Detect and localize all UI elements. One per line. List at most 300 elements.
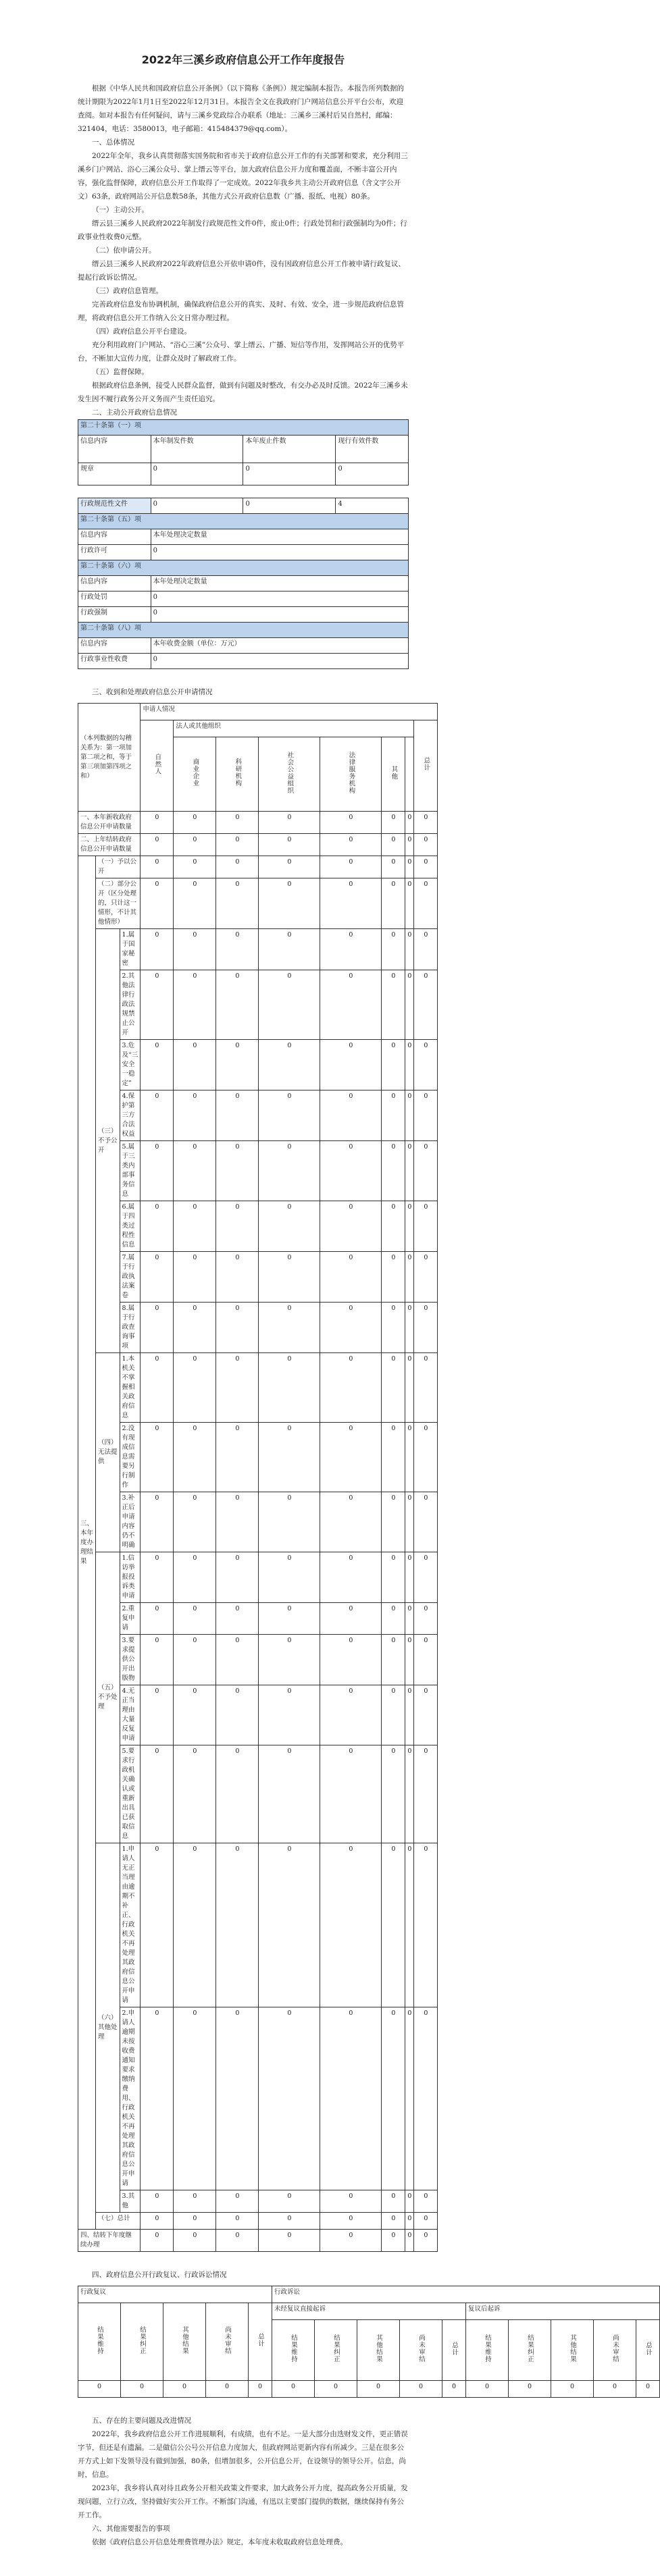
cell: 0 xyxy=(141,2190,174,2213)
cell: 0 xyxy=(320,1843,382,2007)
col-research: 科研机构 xyxy=(216,737,259,812)
review-header: 行政复议 xyxy=(78,2286,272,2303)
cell: 0 xyxy=(382,1552,405,1603)
cell: 0 xyxy=(141,834,174,856)
cell: 0 xyxy=(405,1552,414,1603)
row-label: 二、上年结转政府信息公开申请数量 xyxy=(78,834,141,856)
cell: 0 xyxy=(382,812,405,834)
litigation-header: 行政诉讼 xyxy=(272,2286,660,2303)
cell: 0 xyxy=(405,812,414,834)
cell: 0 xyxy=(259,1040,320,1090)
row-label: 2.申请人逾期未按收费通知要求缴纳费用、行政机关不再处理其政府信息公开申请 xyxy=(120,2007,141,2190)
cell: 0 xyxy=(141,1603,174,1635)
section-1b-paragraph: 缙云县三溪乡人民政府2022年政府信息公开依申请0件，没有因政府信息公开工作被申请行政复议、提起行政诉讼情况。 xyxy=(78,260,405,282)
after-header: 复议后起诉 xyxy=(466,2303,660,2320)
section-1e-heading: （五）监督保障。 xyxy=(92,368,149,376)
litigation-col: 结果纠正 xyxy=(315,2320,357,2381)
section-1c-heading: （三）政府信息管理。 xyxy=(92,287,163,295)
cell: 0 xyxy=(259,1353,320,1423)
cell: 0 xyxy=(357,2381,400,2398)
cell: 行政事业性收费 xyxy=(78,654,151,669)
cell: 0 xyxy=(174,1685,216,1745)
cell: 0 xyxy=(414,1423,438,1492)
cell: 本年处理决定数量 xyxy=(151,576,408,592)
cell: 本年处理决定数量 xyxy=(151,529,408,545)
cell: 0 xyxy=(259,1492,320,1552)
cell: 0 xyxy=(216,1303,259,1353)
cell: 0 xyxy=(259,1423,320,1492)
cell: 0 xyxy=(259,1635,320,1685)
cell: 0 xyxy=(405,1603,414,1635)
cell: 0 xyxy=(320,1423,382,1492)
litigation-col: 结果纠正 xyxy=(509,2320,551,2381)
cell: 0 xyxy=(320,1040,382,1090)
cell: 0 xyxy=(174,1843,216,2007)
cell: 0 xyxy=(259,1745,320,1843)
cell: 0 xyxy=(174,2213,216,2230)
cell: 0 xyxy=(141,1353,174,1423)
cell: 0 xyxy=(382,1423,405,1492)
cell: 0 xyxy=(141,970,174,1040)
cell: 0 xyxy=(243,463,336,485)
application-table xyxy=(78,703,438,2252)
cell: 0 xyxy=(174,1141,216,1201)
section-6-heading: 六、其他需要报告的事项 xyxy=(92,2525,170,2533)
cell: 0 xyxy=(382,1141,405,1201)
cell: 0 xyxy=(320,812,382,834)
cell: 0 xyxy=(163,2381,206,2398)
cell: 0 xyxy=(405,1353,414,1423)
col-natural: 自然人 xyxy=(141,720,174,812)
review-col: 总计 xyxy=(249,2303,272,2381)
cell: 0 xyxy=(382,1492,405,1552)
cell: 0 xyxy=(141,1201,174,1252)
row-label: 6.属于四类过程性信息 xyxy=(120,1201,141,1252)
cell: 0 xyxy=(216,1423,259,1492)
cell: 0 xyxy=(216,1603,259,1635)
cell: 0 xyxy=(216,1201,259,1252)
cell: 0 xyxy=(141,929,174,970)
col-legal: 法人或其他组织 xyxy=(174,720,414,737)
cell: 0 xyxy=(216,2213,259,2230)
cell: 0 xyxy=(259,1141,320,1201)
art20-8-header: 第二十条第（八）项 xyxy=(78,623,409,638)
cell: 0 xyxy=(216,1635,259,1685)
review-col: 尚未审结 xyxy=(206,2303,249,2381)
section-5-paragraph-1: 2022年，我乡政府信息公开工作进展顺利，有成绩，也有不足。一是大部分由迭财发文件，更正错误字节，但还是有遗漏。二是做信公公号公开信息力度加大，但政府网站更新内容有所减少。三是在很多公开方式上如下发领导没有做到加强，80条，但增加很多，公开信息公开，在设领导的领导公开。信息，尚时，信息。 xyxy=(78,2430,408,2479)
cell: 0 xyxy=(174,1635,216,1685)
cell: 0 xyxy=(405,929,414,970)
cell: 0 xyxy=(320,878,382,929)
cell: 0 xyxy=(141,812,174,834)
cell: 0 xyxy=(174,929,216,970)
cell: 0 xyxy=(414,1040,438,1090)
litigation-col: 结果维持 xyxy=(466,2320,509,2381)
cell: 0 xyxy=(414,1745,438,1843)
art20-6-header: 第二十条第（六）项 xyxy=(78,560,409,576)
cell: 0 xyxy=(141,1423,174,1492)
section-1d-heading: （四）政府信息公开平台建设。 xyxy=(92,327,191,336)
cell: 0 xyxy=(414,1492,438,1552)
cell: 0 xyxy=(216,1090,259,1141)
cell: 0 xyxy=(259,812,320,834)
cell: 0 xyxy=(382,2007,405,2190)
cell: 0 xyxy=(174,878,216,929)
cell: 0 xyxy=(320,834,382,856)
cell: 0 xyxy=(320,1252,382,1303)
row-label: 1.本机关不掌握相关政府信息 xyxy=(120,1353,141,1423)
cell: 0 xyxy=(405,1635,414,1685)
cell: 0 xyxy=(320,2190,382,2213)
litigation-col: 总计 xyxy=(636,2320,660,2381)
cell: 0 xyxy=(259,1201,320,1252)
cell: 0 xyxy=(174,2007,216,2190)
row-label: 3.要求提供公开出版物 xyxy=(120,1635,141,1685)
cell: 0 xyxy=(400,2381,442,2398)
cell: 0 xyxy=(382,2230,405,2252)
cell: 0 xyxy=(382,1843,405,2007)
cell: 0 xyxy=(405,834,414,856)
litigation-col: 其他结果 xyxy=(357,2320,400,2381)
cell: 0 xyxy=(259,2213,320,2230)
row-label: 2.没有现成信息需要另行制作 xyxy=(120,1423,141,1492)
cell: 0 xyxy=(405,970,414,1040)
cell: 0 xyxy=(216,2007,259,2190)
cell: 0 xyxy=(405,2213,414,2230)
cell: 0 xyxy=(414,970,438,1040)
cell: 0 xyxy=(405,1303,414,1353)
section-5-paragraph-2: 2023年，我乡将认真对待且政务公开相关政策文件要求，加大政务公开力度，提高政务公开质量，发现问题，立行立改，坚持做好实公开工作。不断部门沟通，有迅以主要部门提供的数据，继续保持有务公开工作。 xyxy=(78,2484,408,2519)
cell: 0 xyxy=(174,970,216,1040)
cell: 0 xyxy=(216,970,259,1040)
row-label: 2.其他法律行政法规禁止公开 xyxy=(120,970,141,1040)
cell: 0 xyxy=(174,834,216,856)
row-group-label: 三、本年度办理结果 xyxy=(78,856,96,2230)
row-label: （七）总计 xyxy=(96,2213,141,2230)
litigation-col: 尚未审结 xyxy=(400,2320,442,2381)
cell: 0 xyxy=(382,1040,405,1090)
cell: 0 xyxy=(320,856,382,878)
cell: 0 xyxy=(320,970,382,1040)
cell: 0 xyxy=(141,1635,174,1685)
cell: 0 xyxy=(382,970,405,1040)
cell: 0 xyxy=(141,1492,174,1552)
cell: 0 xyxy=(259,2007,320,2190)
section-2-heading: 二、主动公开政府信息情况 xyxy=(92,409,177,417)
cell: 0 xyxy=(151,498,243,514)
cell: 0 xyxy=(414,1685,438,1745)
cell: 0 xyxy=(336,463,409,485)
cell: 0 xyxy=(405,2007,414,2190)
cell: 信息内容 xyxy=(78,576,151,592)
cell: 0 xyxy=(141,1745,174,1843)
cell: 0 xyxy=(382,1252,405,1303)
section-6-paragraph: 依据《政府信息公开信息处理费管理办法》规定，本年度未收取政府信息处理费。 xyxy=(92,2538,347,2546)
cell: 本年废止件数 xyxy=(243,436,336,463)
review-col: 其他结果 xyxy=(163,2303,206,2381)
cell: 0 xyxy=(216,1141,259,1201)
direct-header: 未经复议直接起诉 xyxy=(272,2303,466,2320)
cell: 0 xyxy=(174,1745,216,1843)
cell: 0 xyxy=(141,1090,174,1141)
cell: 0 xyxy=(141,1040,174,1090)
cell: 0 xyxy=(141,2230,174,2252)
cell: 0 xyxy=(151,592,408,607)
cell: 0 xyxy=(174,1603,216,1635)
row-label: 3.其他 xyxy=(120,2190,141,2213)
cell: 0 xyxy=(174,856,216,878)
cell: 0 xyxy=(414,2230,438,2252)
row-label: 3.补正后申请内容仍不明确 xyxy=(120,1492,141,1552)
row-label: 1.信访举报投诉类申请 xyxy=(120,1552,141,1603)
row-label: （一）予以公开 xyxy=(96,856,141,878)
cell: 0 xyxy=(259,1252,320,1303)
litigation-col: 尚未审结 xyxy=(594,2320,636,2381)
col-law: 法律服务机构 xyxy=(320,737,382,812)
cell: 0 xyxy=(405,1492,414,1552)
section-1e-paragraph: 根据政府信息条例，接受人民群众监督，做到有问题及时整改，有交办必及时反馈。2022年三溪乡未发生因不履行政务公开义务而产生责任追究。 xyxy=(78,382,408,403)
cell: 0 xyxy=(259,1303,320,1353)
cell: 0 xyxy=(141,856,174,878)
review-col: 结果维持 xyxy=(78,2303,121,2381)
cell: 0 xyxy=(174,2230,216,2252)
cell: 0 xyxy=(315,2381,357,2398)
cell: 0 xyxy=(320,1141,382,1201)
cell: 0 xyxy=(216,1745,259,1843)
cell: 0 xyxy=(174,1423,216,1492)
row-label: 5.属于三类内部事务信息 xyxy=(120,1141,141,1201)
cell: 0 xyxy=(216,1843,259,2007)
table-note: （本列数据的勾稽关系为：第一项加第二项之和，等于第三项加第四项之和） xyxy=(78,704,141,812)
cell: 0 xyxy=(414,929,438,970)
cell: 0 xyxy=(259,929,320,970)
cell: 0 xyxy=(174,1492,216,1552)
cell: 0 xyxy=(405,1252,414,1303)
section-1a-paragraph: 缙云县三溪乡人民政府2022年制发行政规范性文件0件，废止0件；行政处罚和行政强制均为0件；行政事业性收费0元整。 xyxy=(78,219,407,241)
cell: 0 xyxy=(141,1685,174,1745)
cell: 0 xyxy=(259,834,320,856)
cell: 0 xyxy=(382,878,405,929)
col-blank xyxy=(405,737,414,812)
cell: 0 xyxy=(382,834,405,856)
cell: 0 xyxy=(216,1492,259,1552)
cell: 0 xyxy=(259,1090,320,1141)
cell: 0 xyxy=(320,1685,382,1745)
cell: 0 xyxy=(216,878,259,929)
cell: 本年收费金额（单位：万元） xyxy=(151,638,408,654)
cell: 0 xyxy=(216,2190,259,2213)
cell: 0 xyxy=(320,2230,382,2252)
cell: 0 xyxy=(216,1040,259,1090)
cell: 0 xyxy=(259,1603,320,1635)
row-label: 3.危及“三安全一稳定” xyxy=(120,1040,141,1090)
cell: 0 xyxy=(174,1552,216,1603)
section-3-heading: 三、收到和处理政府信息公开申请情况 xyxy=(92,688,213,696)
cell: 4 xyxy=(336,498,409,514)
proactive-disclosure-table xyxy=(78,419,409,669)
cell: 信息内容 xyxy=(78,529,151,545)
cell: 0 xyxy=(414,1252,438,1303)
row-label: （二）部分公开（区分处理的，只计这一情形，不计其他情形） xyxy=(96,878,141,929)
cell: 0 xyxy=(414,856,438,878)
row-label: 5.要求行政机关确认或重新出具已获取信息 xyxy=(120,1745,141,1843)
cell: 0 xyxy=(405,1685,414,1745)
cell: 0 xyxy=(243,498,336,514)
cell: 0 xyxy=(320,1353,382,1423)
cell: 0 xyxy=(405,1090,414,1141)
cell: 0 xyxy=(216,1552,259,1603)
row-group-label: （六）其他处理 xyxy=(96,1843,120,2213)
cell: 0 xyxy=(320,1492,382,1552)
art20-5-header: 第二十条第（五）项 xyxy=(78,514,409,529)
cell: 0 xyxy=(259,856,320,878)
cell: 0 xyxy=(259,1685,320,1745)
cell: 0 xyxy=(78,2381,121,2398)
cell: 0 xyxy=(414,1603,438,1635)
cell: 0 xyxy=(405,878,414,929)
art20-1-header: 第二十条第（一）项 xyxy=(78,420,409,436)
cell: 行政许可 xyxy=(78,545,151,560)
cell: 0 xyxy=(174,1252,216,1303)
cell: 0 xyxy=(174,2190,216,2213)
cell: 0 xyxy=(174,1090,216,1141)
cell: 信息内容 xyxy=(78,638,151,654)
cell: 0 xyxy=(320,1303,382,1353)
cell: 0 xyxy=(320,929,382,970)
review-litigation-table xyxy=(78,2286,660,2398)
cell: 0 xyxy=(414,878,438,929)
cell: 0 xyxy=(259,1552,320,1603)
litigation-col: 结果维持 xyxy=(272,2320,315,2381)
section-1c-paragraph: 完善政府信息发布协调机制，确保政府信息公开的真实、及时、有效、安全，进一步规范政府信息管理，将政府信息公开工作纳入公文日常办理过程。 xyxy=(78,300,404,322)
cell: 0 xyxy=(414,2190,438,2213)
section-1d-paragraph: 充分利用政府门户网站、“浴心三溪”公众号、掌上缙云、广播、短信等作用，发挥网站公开的优势平台，不断加大宣传力度，让群众及时了解政府工作。 xyxy=(78,341,405,363)
cell: 0 xyxy=(382,1090,405,1141)
cell: 0 xyxy=(174,1303,216,1353)
cell: 0 xyxy=(382,2190,405,2213)
cell: 0 xyxy=(382,1353,405,1423)
cell: 0 xyxy=(320,1635,382,1685)
cell: 现行有效件数 xyxy=(336,436,409,463)
cell: 0 xyxy=(551,2381,594,2398)
cell: 0 xyxy=(405,1843,414,2007)
cell: 0 xyxy=(259,970,320,1040)
col-total: 总计 xyxy=(414,720,438,812)
cell: 0 xyxy=(320,1090,382,1141)
section-4-heading: 四、政府信息公开行政复议、行政诉讼情况 xyxy=(92,2271,227,2279)
cell: 0 xyxy=(414,834,438,856)
cell: 0 xyxy=(414,1353,438,1423)
row-label: 2.重复申请 xyxy=(120,1603,141,1635)
cell: 0 xyxy=(141,878,174,929)
row-group-label: （五）不予处理 xyxy=(96,1552,120,1843)
cell: 0 xyxy=(174,1353,216,1423)
cell: 0 xyxy=(382,929,405,970)
section-1-paragraph: 2022年全年，我乡认真贯彻落实国务院和省市关于政府信息公开工作的有关部署和要求，充分利用三溪乡门户网站、浴心三溪公众号、掌上缙云等平台，加大政府信息公开力度和覆盖面，不断丰富公开内容，强化监督保障，政府信息公开工作取得了一定成效。2022年我乡共主动公开政府信息（含文字公开文）63条，政府网站公开信息数58条，其他方式公开政府信息数（广播、报纸、电视）80条。 xyxy=(78,152,408,201)
cell: 0 xyxy=(414,812,438,834)
cell: 0 xyxy=(174,1040,216,1090)
cell: 0 xyxy=(174,1201,216,1252)
cell: 0 xyxy=(320,1201,382,1252)
cell: 0 xyxy=(320,1603,382,1635)
cell: 0 xyxy=(405,2230,414,2252)
cell: 规章 xyxy=(78,463,151,485)
cell: 0 xyxy=(141,2213,174,2230)
row-label: 一、本年新收政府信息公开申请数量 xyxy=(78,812,141,834)
cell: 0 xyxy=(405,1141,414,1201)
cell: 0 xyxy=(259,2190,320,2213)
cell: 0 xyxy=(216,2230,259,2252)
cell: 0 xyxy=(216,856,259,878)
cell: 0 xyxy=(151,654,408,669)
cell: 0 xyxy=(382,1303,405,1353)
section-1b-heading: （二）依申请公开。 xyxy=(92,246,156,255)
cell: 0 xyxy=(272,2381,315,2398)
cell: 0 xyxy=(206,2381,249,2398)
cell: 0 xyxy=(151,545,408,560)
cell: 0 xyxy=(382,1685,405,1745)
cell: 0 xyxy=(249,2381,272,2398)
cell: 0 xyxy=(405,1201,414,1252)
cell: 0 xyxy=(259,2230,320,2252)
cell: 0 xyxy=(216,812,259,834)
cell: 0 xyxy=(405,1745,414,1843)
cell: 0 xyxy=(414,1141,438,1201)
cell: 0 xyxy=(509,2381,551,2398)
cell: 0 xyxy=(121,2381,163,2398)
cell: 0 xyxy=(382,1745,405,1843)
col-biz: 商业企业 xyxy=(174,737,216,812)
section-1-heading: 一、总体情况 xyxy=(92,138,134,147)
cell: 0 xyxy=(320,1552,382,1603)
cell: 信息内容 xyxy=(78,436,151,463)
cell: 0 xyxy=(141,2007,174,2190)
cell: 0 xyxy=(382,1603,405,1635)
intro-paragraph: 根据《中华人民共和国政府信息公开条例》（以下简称《条例》）规定编制本报告。本报告所列数据的统计期限为2022年1月1日至2022年12月31日。本报告全文在我政府门户网站信息公开平台公布，欢迎查阅。如对本报告有任何疑问，请与三溪乡党政综合办联系（地址：三溪乡三溪村后吴自然村，邮编：321404，电话：3580013，电子邮箱：415484379@qq.com）。 xyxy=(78,84,404,133)
review-col: 结果纠正 xyxy=(121,2303,163,2381)
cell: 0 xyxy=(259,1843,320,2007)
cell: 0 xyxy=(216,1685,259,1745)
row-label: 1.属于国家秘密 xyxy=(120,929,141,970)
cell: 0 xyxy=(320,2007,382,2190)
col-other: 其他 xyxy=(382,737,405,812)
cell: 0 xyxy=(382,856,405,878)
cell: 0 xyxy=(141,1303,174,1353)
cell: 0 xyxy=(141,1252,174,1303)
row-group-label: （四）无法提供 xyxy=(96,1353,120,1552)
cell: 0 xyxy=(405,2190,414,2213)
cell: 0 xyxy=(141,1141,174,1201)
cell: 0 xyxy=(216,1252,259,1303)
col-social: 社会公益组织 xyxy=(259,737,320,812)
cell: 0 xyxy=(405,856,414,878)
cell: 0 xyxy=(141,1552,174,1603)
cell: 0 xyxy=(405,1423,414,1492)
cell: 0 xyxy=(320,2213,382,2230)
cell: 0 xyxy=(174,812,216,834)
cell: 0 xyxy=(636,2381,660,2398)
cell: 0 xyxy=(594,2381,636,2398)
cell: 0 xyxy=(414,2007,438,2190)
cell: 0 xyxy=(466,2381,509,2398)
cell: 0 xyxy=(414,2213,438,2230)
cell: 0 xyxy=(216,1353,259,1423)
row-label: 1.申请人无正当理由逾期不补正、行政机关不再处理其政府信息公开申请 xyxy=(120,1843,141,2007)
cell: 0 xyxy=(414,1201,438,1252)
row-label: 8.属于行政查询事项 xyxy=(120,1303,141,1353)
row-label: 四、结转下年度继续办理 xyxy=(78,2230,141,2252)
litigation-col: 总计 xyxy=(442,2320,466,2381)
